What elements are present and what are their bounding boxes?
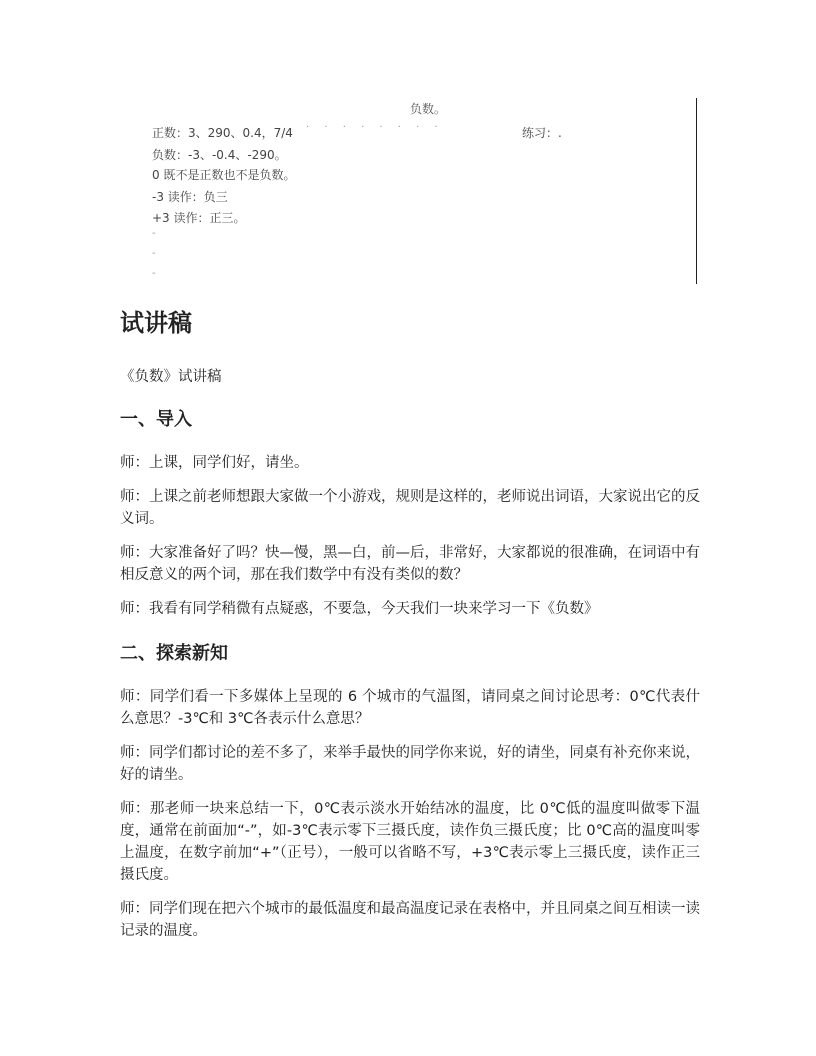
board-dash: -	[152, 248, 156, 259]
board-divider	[696, 98, 697, 284]
board-negative-numbers: 负数：-3、-0.4、-290。	[152, 148, 287, 162]
board-read-negative: -3 读作：负三	[152, 190, 228, 204]
paragraph: 师：上课之前老师想跟大家做一个小游戏，规则是这样的，老师说出词语，大家说出它的反义词。	[120, 489, 700, 527]
paragraph: 师：我看有同学稍微有点疑惑，不要急，今天我们一块来学习一下《负数》	[120, 601, 599, 617]
paragraph: 师：同学们都讨论的差不多了，来举手最快的同学你来说，好的请坐，同桌有补充你来说，好的请坐。	[120, 745, 700, 783]
page-subtitle: 《负数》试讲稿	[120, 369, 222, 385]
board-dash: -	[152, 268, 156, 279]
blackboard-image	[120, 96, 700, 286]
section-heading-intro: 一、导入	[120, 409, 192, 430]
paragraph: 师：同学们现在把六个城市的最低温度和最高温度记录在表格中，并且同桌之间互相读一读记录的温度。	[120, 901, 700, 939]
board-read-positive: +3 读作：正三。	[152, 211, 246, 225]
page-title: 试讲稿	[120, 309, 192, 337]
section-heading-explore: 二、探索新知	[120, 643, 228, 664]
board-practice: 练习：.	[522, 126, 562, 140]
board-title: 负数。	[410, 102, 447, 116]
board-dots: · · · · · · · ·	[306, 122, 444, 133]
board-dash: -	[152, 228, 156, 239]
board-zero-note: 0 既不是正数也不是负数。	[152, 168, 296, 182]
paragraph: 师：那老师一块来总结一下，0℃表示淡水开始结冰的温度，比 0℃低的温度叫做零下温度，通常在前面加“-”，如-3℃表示零下三摄氏度，读作负三摄氏度；比 0℃高的温度叫零上温度，在数字前加“+”（正号），一般可以省略不写，+3℃表示零上三摄氏度，读作正三摄氏度。	[120, 801, 700, 883]
paragraph: 师：上课，同学们好，请坐。	[120, 455, 309, 471]
document-body	[120, 306, 700, 954]
paragraph: 师：大家准备好了吗？快—慢，黑—白，前—后，非常好，大家都说的很准确，在词语中有相反意义的两个词，那在我们数学中有没有类似的数？	[120, 545, 700, 583]
board-positive-numbers: 正数：3、290、0.4，7/4	[152, 126, 293, 140]
paragraph: 师：同学们看一下多媒体上呈现的 6 个城市的气温图，请同桌之间讨论思考：0℃代表什么意思？-3℃和 3℃各表示什么意思？	[120, 689, 700, 727]
